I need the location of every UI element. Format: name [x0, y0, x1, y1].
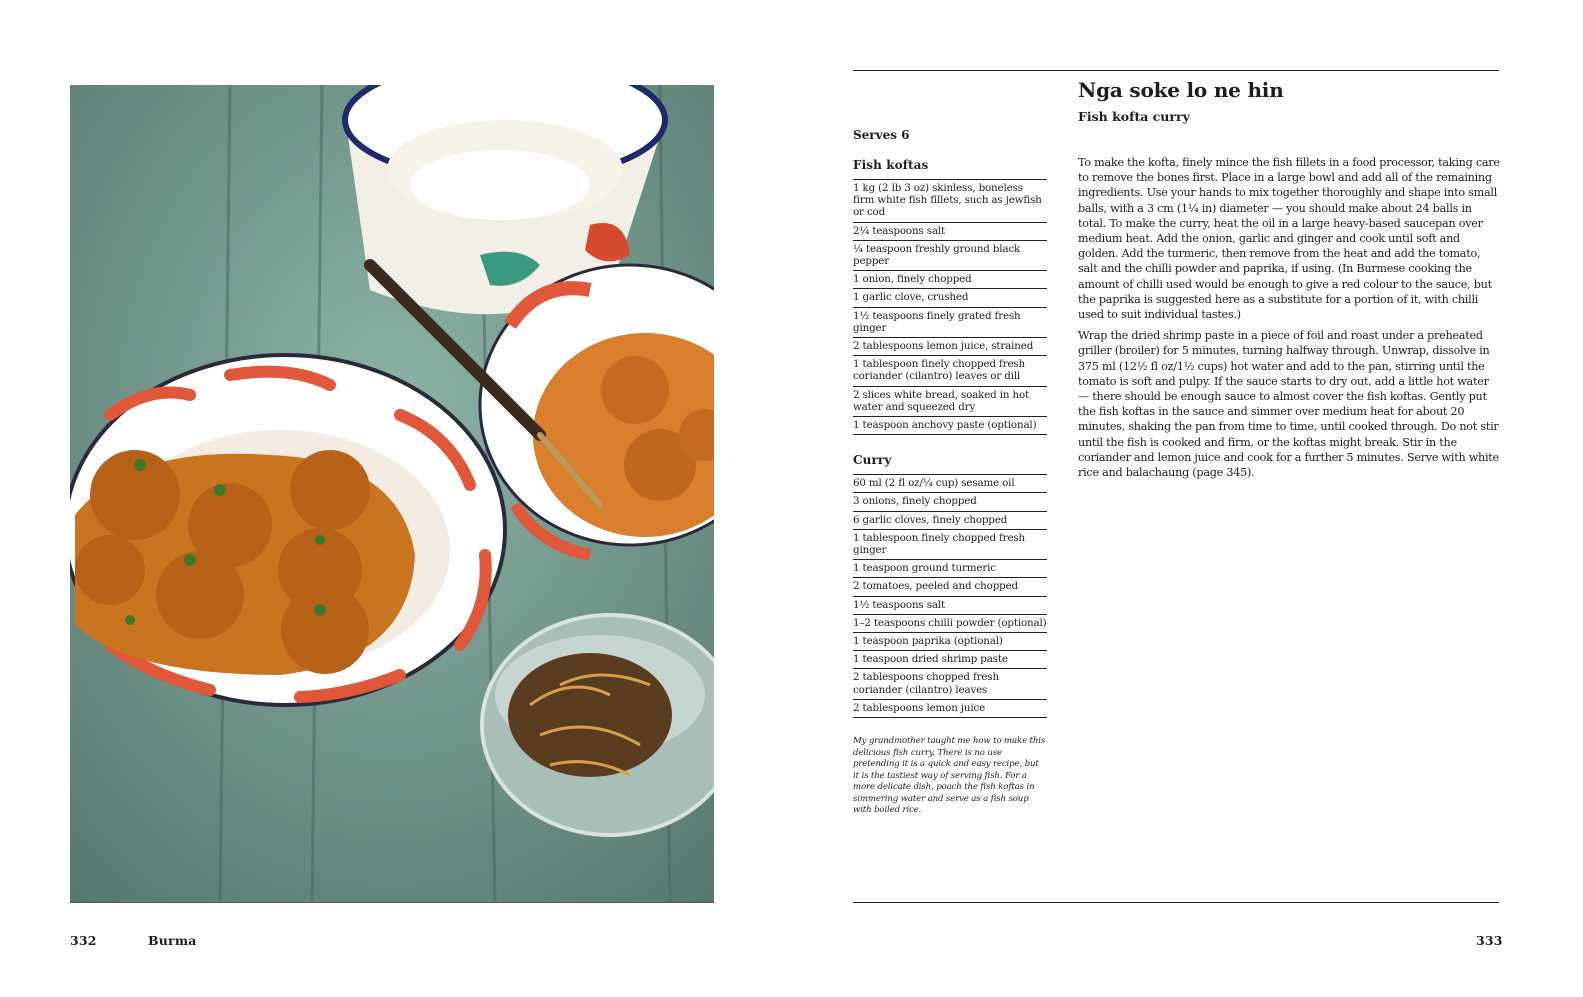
ingredient-item: 1 teaspoon anchovy paste (optional) [853, 417, 1047, 435]
ingredient-item: ¼ teaspoon freshly ground black pepper [853, 241, 1047, 271]
ingredient-item: 1 tablespoon finely chopped fresh ginger [853, 530, 1047, 560]
ingredient-item: 6 garlic cloves, finely chopped [853, 512, 1047, 530]
ingredient-item: 2 tablespoons chopped fresh coriander (cilantro) leaves [853, 669, 1047, 699]
ingredient-item: 1 teaspoon paprika (optional) [853, 633, 1047, 651]
ingredient-item: 1 tablespoon finely chopped fresh coriander (cilantro) leaves or dill [853, 356, 1047, 386]
kofta-plate-main [70, 355, 505, 705]
ingredient-item: 1–2 teaspoons chilli powder (optional) [853, 615, 1047, 633]
bottom-rule-right [853, 902, 1499, 903]
ingredient-item: 1½ teaspoons finely grated fresh ginger [853, 308, 1047, 338]
serves-line: Serves 6 [853, 128, 910, 142]
page-number-left: 332 [70, 933, 97, 948]
method-column [1078, 155, 1500, 486]
recipe-subtitle: Fish kofta curry [1078, 109, 1190, 124]
bottom-rule-left [70, 902, 714, 903]
ingredient-item: 2 tablespoons lemon juice, strained [853, 338, 1047, 356]
ingredients-column [853, 128, 1047, 817]
ingredient-item: 1 teaspoon dried shrimp paste [853, 651, 1047, 669]
method-paragraph: Wrap the dried shrimp paste in a piece of foil and roast under a preheated griller (broiler) for 5 minutes, turning halfway through. Unwrap, dissolve in 375 ml (12½ fl oz/1½ cups) hot water and add to the pan, stirring until the tomato is soft and pulpy. If the sauce starts to dry out, add a little hot water — there should be enough sauce to almost cover the fish koftas. Gently put the fish koftas in the sauce and simmer over medium heat for about 20 minutes, shaking the pan from time to time, until cooked through. Do not stir until the fish is cooked and firm, or the koftas might break. Stir in the coriander and lemon juice and cook for a further 5 minutes. Serve with white rice and balachaung (page 345). [1078, 329, 1499, 480]
ingredient-item: 60 ml (2 fl oz/¼ cup) sesame oil [853, 474, 1047, 493]
balachaung-bowl [482, 615, 714, 835]
page-number-right: 333 [1476, 933, 1503, 948]
recipe-title: Nga soke lo ne hin [1078, 78, 1284, 102]
ingredient-item: 2 slices white bread, soaked in hot water and squeezed dry [853, 387, 1047, 417]
method-paragraph: To make the kofta, finely mince the fish fillets in a food processor, taking care to remove the bones first. Place in a large bowl and add all of the remaining ingredients. Use your hands to mix together thoroughly and shape into small balls, with a 3 cm (1¼ in) diameter — you should make about 24 balls in total. To make the curry, heat the oil in a large heavy-based saucepan over medium heat. Add the onion, garlic and ginger and cook until soft and golden. Add the turmeric, then remove from the heat and add the tomato, salt and the chilli powder and paprika, if using. (In Burmese cooking the amount of chilli used would be enough to give a red colour to the sauce, but the paprika is suggested here as a substitute for a portion of it, with chilli used to suit individual tastes.) [1078, 156, 1500, 322]
ingredient-item: 1 teaspoon ground turmeric [853, 560, 1047, 578]
recipe-intro: My grandmother taught me how to make this delicious fish curry. There is no use pretending it is a quick and easy recipe, but it is the tastiest way of serving fish. For a more delicate dish, poach the fish koftas in simmering water and serve as a fish soup with boiled rice. [853, 736, 1046, 816]
ingredient-item: 1½ teaspoons salt [853, 597, 1047, 615]
section-name: Burma [148, 933, 197, 948]
ingredient-item: 1 kg (2 lb 3 oz) skinless, boneless firm white fish fillets, such as jewfish or cod [853, 179, 1047, 223]
ingredient-group-heading: Fish koftas [853, 158, 929, 172]
food-photo [70, 85, 714, 903]
ingredient-list-fish-koftas [853, 179, 1047, 435]
ingredient-group-heading: Curry [853, 453, 892, 468]
top-rule [853, 70, 1499, 71]
ingredient-item: 3 onions, finely chopped [853, 493, 1047, 511]
ingredient-item: 1 onion, finely chopped [853, 271, 1047, 289]
ingredient-list-curry [853, 474, 1047, 718]
ingredient-item: 2¼ teaspoons salt [853, 223, 1047, 241]
ingredient-item: 2 tablespoons lemon juice [853, 700, 1047, 718]
ingredient-item: 2 tomatoes, peeled and chopped [853, 578, 1047, 596]
ingredient-item: 1 garlic clove, crushed [853, 289, 1047, 307]
